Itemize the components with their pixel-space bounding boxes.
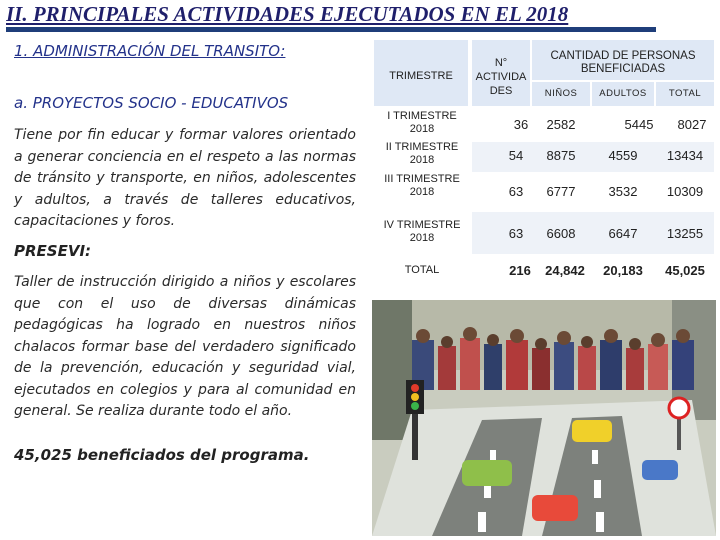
cell-adultos: 5445 (624, 117, 654, 132)
row-label: III TRIMESTRE 2018 (384, 173, 460, 198)
section-title: 1. ADMINISTRACIÓN DEL TRANSITO: (14, 42, 286, 60)
paragraph-presevi: Taller de instrucción dirigido a niños y escolares que con el uso de diversas dinámicas pedagógicas ha logrado en nuestros niños chalacos formar base del verdadero significado de la prevención, educación y seguridad vial, ejecutados en colegios y para al comunidad en general. Se realiza durante todo el año. (14, 274, 356, 419)
cell-adultos: 6647 (608, 226, 638, 241)
classroom-road-safety-photo (372, 300, 716, 536)
paragraph-objective: Tiene por fin educar y formar valores orientado a generar conciencia en el respeto a las normas de tránsito y transporte, en niños, adolescentes y adultos, a través de talleres educativos, capacitaciones y foros. (14, 127, 356, 229)
cell-ninos: 8875 (546, 148, 576, 163)
cell-ninos: 24,842 (545, 263, 585, 278)
row-label: II TRIMESTRE 2018 (385, 141, 459, 166)
table-header-trimestre: TRIMESTRE (374, 40, 470, 106)
title-underline (6, 27, 656, 32)
table-header-actividades: N° ACTIVIDA DES (472, 40, 530, 106)
cell-total: 13434 (666, 148, 704, 163)
cell-actividades: 63 (508, 226, 524, 241)
cell-actividades: 54 (508, 148, 524, 163)
cell-total: 45,025 (665, 263, 705, 278)
row-label: IV TRIMESTRE 2018 (383, 219, 461, 244)
cell-total: 8027 (677, 117, 707, 132)
cell-ninos: 2582 (546, 117, 576, 132)
row-label: TOTAL (404, 264, 440, 276)
page-title: II. PRINCIPALES ACTIVIDADES EJECUTADOS EN EL 2018 (6, 2, 569, 26)
cell-actividades: 63 (508, 184, 524, 199)
table-header-ninos: NIÑOS (532, 82, 590, 106)
cell-adultos: 3532 (608, 184, 638, 199)
cell-total: 13255 (666, 226, 704, 241)
cell-adultos: 4559 (608, 148, 638, 163)
table-header-cantidad: CANTIDAD DE PERSONAS BENEFICIADAS (532, 40, 714, 80)
cell-adultos: 20,183 (603, 263, 643, 278)
cell-ninos: 6608 (546, 226, 576, 241)
row-label: I TRIMESTRE 2018 (387, 110, 457, 135)
beneficiaries-summary: 45,025 beneficiados del programa. (14, 446, 310, 464)
table-header-total: TOTAL (656, 82, 714, 106)
cell-total: 10309 (666, 184, 704, 199)
cell-ninos: 6777 (546, 184, 576, 199)
section-subtitle: a. PROYECTOS SOCIO - EDUCATIVOS (14, 94, 289, 112)
cell-actividades: 216 (509, 263, 531, 278)
table-header-adultos: ADULTOS (592, 82, 654, 106)
cell-actividades: 36 (513, 117, 529, 132)
presevi-label: PRESEVI: (14, 242, 92, 260)
